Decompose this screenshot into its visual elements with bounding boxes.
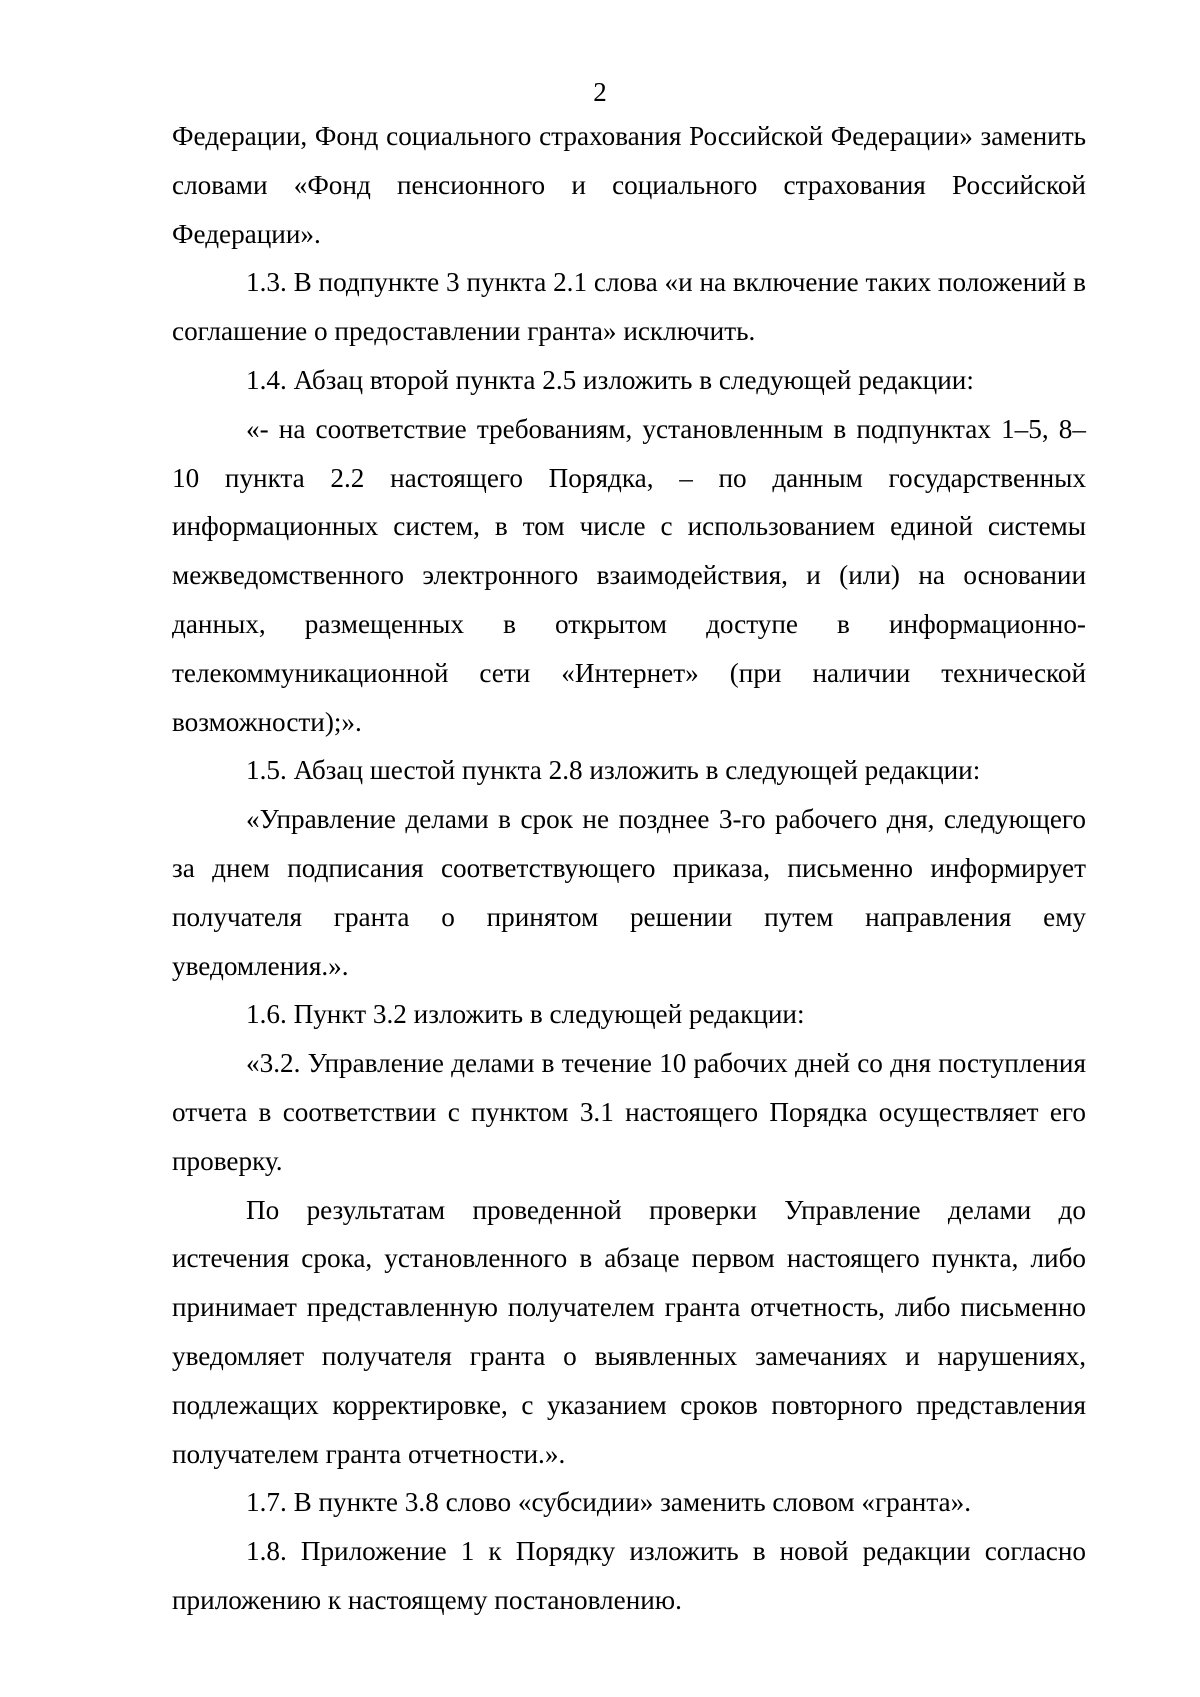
paragraph-quote-2-5: «- на соответствие требованиям, установленным в подпунктах 1–5, 8–10 пункта 2.2 настоящего Порядка, – по данным государственных информационных систем, в том числе с использованием единой системы межведомственного электронного взаимодействия, и (или) на основании данных, размещенных в открытом доступе в информационно-телекоммуникационной сети «Интернет» (при наличии технической возможности);».	[172, 413, 1086, 737]
paragraph-item-1-5: 1.5. Абзац шестой пункта 2.8 изложить в следующей редакции:	[246, 755, 981, 786]
document-body	[172, 112, 1086, 1625]
page-number: 2	[593, 77, 607, 107]
paragraph-quote-3-2: «3.2. Управление делами в течение 10 рабочих дней со дня поступления отчета в соответствии с пунктом 3.1 настоящего Порядка осуществляет его проверку.	[172, 1048, 1086, 1176]
paragraph-item-1-7: 1.7. В пункте 3.8 слово «субсидии» заменить словом «гранта».	[246, 1487, 971, 1518]
paragraph-quote-3-2-results: По результатам проведенной проверки Управление делами до истечения срока, установленного в абзаце первом настоящего пункта, либо принимает представленную получателем гранта отчетность, либо письменно уведомляет получателя гранта о выявленных замечаниях и нарушениях, подлежащих корректировке, с указанием сроков повторного представления получателем гранта отчетности.».	[172, 1194, 1086, 1469]
paragraph-quote-2-8: «Управление делами в срок не позднее 3-го рабочего дня, следующего за днем подписания соответствующего приказа, письменно информирует получателя гранта о принятом решении путем направления ему уведомления.».	[172, 804, 1086, 981]
paragraph-item-1-4: 1.4. Абзац второй пункта 2.5 изложить в следующей редакции:	[246, 364, 974, 395]
paragraph-item-1-3: 1.3. В подпункте 3 пункта 2.1 слова «и на включение таких положений в соглашение о предоставлении гранта» исключить.	[172, 267, 1086, 347]
paragraph-item-1-8: 1.8. Приложение 1 к Порядку изложить в новой редакции согласно приложению к настоящему постановлению.	[172, 1536, 1086, 1615]
paragraph-item-1-6: 1.6. Пункт 3.2 изложить в следующей редакции:	[246, 999, 805, 1030]
paragraph-continuation: Федерации, Фонд социального страхования Российской Федерации» заменить словами «Фонд пенсионного и социального страхования Российской Федерации».	[172, 121, 1086, 249]
